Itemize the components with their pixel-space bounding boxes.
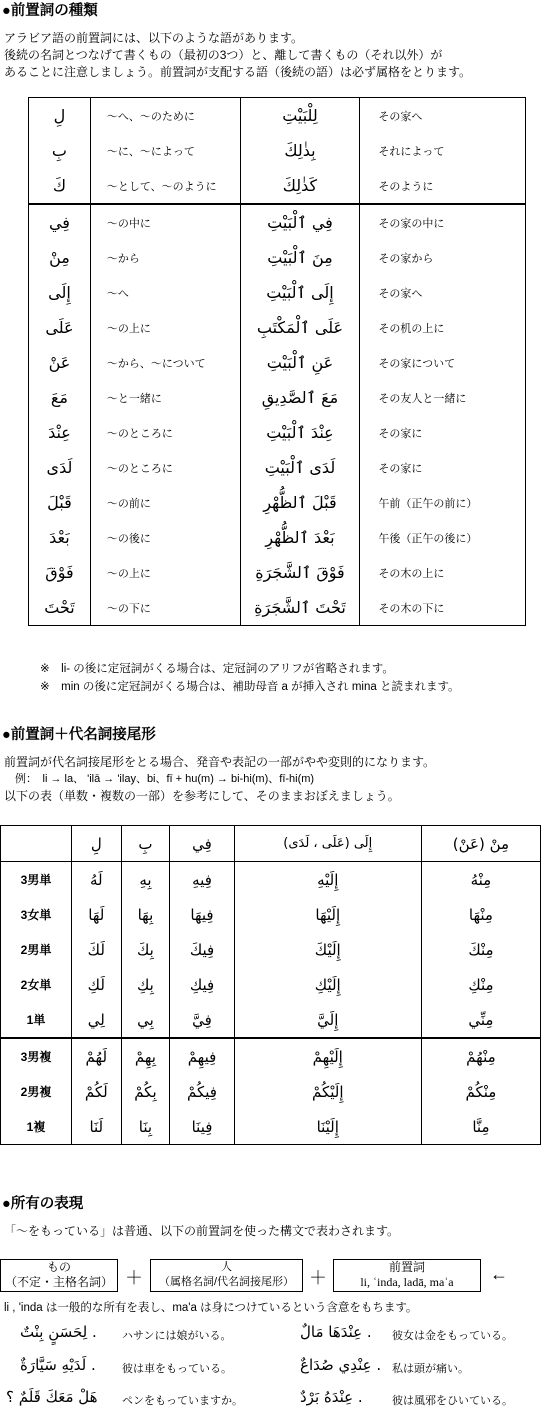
- suffix-example-line: 例： li → la、 'ilā → 'ilay、bi、fī + hu(m) → bi-hi(m)、fī-hi(m): [4, 773, 315, 785]
- example-arabic: . عِنْدَهُ بَرْدٌ: [300, 1388, 363, 1406]
- note-li: ※ li- の後に定冠詞がくる場合は、定冠詞のアリフが省略されます。: [40, 663, 394, 675]
- example-phrase: لِلْبَيْتِ: [240, 98, 360, 134]
- meaning: ～と一緒に: [90, 380, 240, 415]
- preposition: بِ: [29, 133, 91, 168]
- example-phrase: عَلَى ٱلْمَكْتَبِ: [240, 310, 360, 345]
- example-phrase: بِذٰلِكَ: [240, 133, 360, 168]
- translation: その家に: [360, 450, 526, 485]
- suffixed-form: بِكِ: [121, 967, 170, 1002]
- formula-box-thing-top: もの: [46, 1260, 71, 1274]
- suffixed-form: فِينَا: [170, 1109, 234, 1145]
- formula-box-preposition: [333, 1259, 481, 1292]
- suffixed-form: فِيكَ: [170, 932, 234, 967]
- example-phrase: تَحْتَ ٱلشَّجَرَةِ: [240, 590, 360, 626]
- row-label: 2男単: [1, 932, 72, 967]
- suffixed-form: إِلَيْهِمْ: [234, 1038, 421, 1074]
- suffixed-form: بِنَا: [121, 1109, 170, 1145]
- example-phrase: بَعْدَ ٱلظُّهْرِ: [240, 520, 360, 555]
- example-translation: ペンをもっていますか。: [122, 1395, 243, 1407]
- suffixed-form: لَهُ: [72, 862, 122, 898]
- suffixed-form: إِلَيَّ: [234, 1002, 421, 1038]
- translation: そのように: [360, 168, 526, 204]
- meaning: ～の下に: [90, 590, 240, 626]
- suffixed-form: مِنْكَ: [421, 932, 540, 967]
- row-label: 2女単: [1, 967, 72, 1002]
- suffixed-form: إِلَيْكِ: [234, 967, 421, 1002]
- meaning: ～のところに: [90, 415, 240, 450]
- translation: その友人と一緒に: [360, 380, 526, 415]
- example-translation: ハサンには娘がいる。: [122, 1330, 232, 1342]
- corner-cell: [1, 826, 72, 862]
- translation: その木の下に: [360, 590, 526, 626]
- example-arabic: . عِنْدَهَا مَالٌ: [300, 1323, 372, 1341]
- example-phrase: مَعَ ٱلصَّدِيقِ: [240, 380, 360, 415]
- suffixed-form: مِنْكُمْ: [421, 1074, 540, 1109]
- suffixed-form: مِنِّي: [421, 1002, 540, 1038]
- suffixed-form: فِيهَا: [170, 897, 234, 932]
- meaning: ～へ、～のために: [90, 98, 240, 134]
- translation: その机の上に: [360, 310, 526, 345]
- column-header-bi: بِ: [121, 826, 170, 862]
- preposition: عَنْ: [29, 345, 91, 380]
- preposition: إِلَى: [29, 275, 91, 310]
- formula-box-thing: [0, 1259, 118, 1292]
- example-phrase: لَدَى ٱلْبَيْتِ: [240, 450, 360, 485]
- example-phrase: إِلَى ٱلْبَيْتِ: [240, 275, 360, 310]
- suffixed-form: بِكَ: [121, 932, 170, 967]
- example-arabic: . لَدَيْهِ سَيَّارَةٌ: [20, 1356, 96, 1374]
- suffixed-form: لَهَا: [72, 897, 122, 932]
- translation: その家から: [360, 240, 526, 275]
- formula-box-person-top: 人: [221, 1261, 232, 1273]
- preposition: لَدَى: [29, 450, 91, 485]
- example-phrase: فِي ٱلْبَيْتِ: [240, 204, 360, 240]
- suffix-line-1: 前置詞が代名詞接尾形をとる場合、発音や表記の一部がやや変則的になります。: [4, 755, 436, 769]
- preposition-table: [28, 97, 526, 626]
- preposition: عَلَى: [29, 310, 91, 345]
- row-label: 1複: [1, 1109, 72, 1145]
- example-translation: 私は頭が痛い。: [392, 1363, 469, 1375]
- suffixed-form: لَكُمْ: [72, 1074, 122, 1109]
- section-heading-pronoun-suffix: ●前置詞＋代名詞接尾形: [2, 727, 156, 743]
- suffixed-form: فِيهِمْ: [170, 1038, 234, 1074]
- preposition: عِنْدَ: [29, 415, 91, 450]
- preposition: فَوْقَ: [29, 555, 91, 590]
- suffixed-form: إِلَيْهِ: [234, 862, 421, 898]
- suffixed-form: بِهِ: [121, 862, 170, 898]
- row-label: 2男複: [1, 1074, 72, 1109]
- intro-line-2: 後続の名詞とつなげて書くもの（最初の3つ）と、離して書くもの（それ以外）が: [4, 48, 443, 62]
- meaning: ～のところに: [90, 450, 240, 485]
- arrow-left-icon: ←: [490, 1264, 508, 1284]
- suffixed-form: بِهَا: [121, 897, 170, 932]
- suffixed-form: مِنْكِ: [421, 967, 540, 1002]
- example-arabic: . لِحَسَنٍ بِنْتٌ: [20, 1323, 97, 1341]
- meaning: ～へ: [90, 275, 240, 310]
- note-min: ※ min の後に定冠詞がくる場合は、補助母音 a が挿入され mina と読まれます。: [40, 681, 460, 693]
- suffixed-form: إِلَيْهَا: [234, 897, 421, 932]
- meaning: ～から: [90, 240, 240, 275]
- meaning: ～の前に: [90, 485, 240, 520]
- meaning: ～の中に: [90, 204, 240, 240]
- example-translation: 彼は車をもっている。: [122, 1363, 232, 1375]
- example-phrase: كَذٰلِكَ: [240, 168, 360, 204]
- meaning: ～の上に: [90, 310, 240, 345]
- translation: それによって: [360, 133, 526, 168]
- translation: その木の上に: [360, 555, 526, 590]
- plus-sign: ＋: [125, 1268, 143, 1288]
- suffixed-form: لَهُمْ: [72, 1038, 122, 1074]
- example-translation: 彼女は金をもっている。: [392, 1330, 513, 1342]
- preposition: مِنْ: [29, 240, 91, 275]
- preposition: مَعَ: [29, 380, 91, 415]
- suffixed-form: لَنَا: [72, 1109, 122, 1145]
- pronoun-suffix-table: [0, 825, 541, 1145]
- translation: その家へ: [360, 275, 526, 310]
- formula-box-thing-bottom: （不定・主格名詞）: [4, 1275, 113, 1289]
- preposition: فِي: [29, 204, 91, 240]
- translation: その家の中に: [360, 204, 526, 240]
- column-header-ila: إِلَى (عَلَى ، لَدَى): [234, 826, 421, 862]
- row-label: 3女単: [1, 897, 72, 932]
- column-header-li: لِ: [72, 826, 122, 862]
- translation: 午前（正午の前に）: [360, 485, 526, 520]
- translation: その家へ: [360, 98, 526, 134]
- example-arabic: هَلْ مَعَكَ قَلَمٌ ؟: [6, 1388, 98, 1406]
- suffixed-form: مِنْهُمْ: [421, 1038, 540, 1074]
- suffixed-form: بِهِمْ: [121, 1038, 170, 1074]
- meaning: ～に、～によって: [90, 133, 240, 168]
- suffixed-form: فِيهِ: [170, 862, 234, 898]
- meaning: ～から、～について: [90, 345, 240, 380]
- suffixed-form: بِكُمْ: [121, 1074, 170, 1109]
- row-label: 3男複: [1, 1038, 72, 1074]
- suffixed-form: فِيكُمْ: [170, 1074, 234, 1109]
- suffixed-form: فِيَّ: [170, 1002, 234, 1038]
- preposition: بَعْدَ: [29, 520, 91, 555]
- meaning: ～の後に: [90, 520, 240, 555]
- preposition: لِ: [29, 98, 91, 134]
- translation: 午後（正午の後に）: [360, 520, 526, 555]
- section-heading-prepositions: ●前置詞の種類: [2, 3, 98, 19]
- section-heading-possession: ●所有の表現: [2, 1196, 84, 1212]
- formula-box-person-bottom: （属格名詞/代名詞接尾形）: [158, 1276, 295, 1288]
- translation: その家に: [360, 415, 526, 450]
- possession-note: li , 'inda は一般的な所有を表し、ma'a は身につけているという含意をもちます。: [4, 1302, 418, 1314]
- column-header-min: مِنْ (عَنْ): [421, 826, 540, 862]
- suffixed-form: فِيكِ: [170, 967, 234, 1002]
- translation: その家について: [360, 345, 526, 380]
- intro-line-3: あることに注意しましょう。前置詞が支配する語（後続の語）は必ず属格をとります。: [4, 65, 472, 79]
- meaning: ～の上に: [90, 555, 240, 590]
- example-phrase: عِنْدَ ٱلْبَيْتِ: [240, 415, 360, 450]
- possession-line: 「～をもっている」は普通、以下の前置詞を使った構文で表わされます。: [4, 1224, 400, 1238]
- example-arabic: . عِنْدِي صُدَاعٌ: [300, 1356, 382, 1374]
- example-translation: 彼は風邪をひいている。: [392, 1395, 513, 1407]
- row-label: 1単: [1, 1002, 72, 1038]
- suffixed-form: مِنْهُ: [421, 862, 540, 898]
- intro-line-1: アラビア語の前置詞には、以下のような語があります。: [4, 31, 304, 45]
- preposition: تَحْتَ: [29, 590, 91, 626]
- formula-box-person: [150, 1259, 303, 1292]
- suffixed-form: إِلَيْكَ: [234, 932, 421, 967]
- suffixed-form: مِنْهَا: [421, 897, 540, 932]
- suffix-line-3: 以下の表（単数・複数の一部）を参考にして、そのままおぼえましょう。: [4, 789, 400, 803]
- example-phrase: فَوْقَ ٱلشَّجَرَةِ: [240, 555, 360, 590]
- preposition: قَبْلَ: [29, 485, 91, 520]
- row-label: 3男単: [1, 862, 72, 898]
- formula-box-preposition-bottom: li, ʿinda, ladā, maʿa: [360, 1275, 454, 1289]
- example-phrase: عَنِ ٱلْبَيْتِ: [240, 345, 360, 380]
- column-header-fi: فِي: [170, 826, 234, 862]
- preposition: كَ: [29, 168, 91, 204]
- suffixed-form: إِلَيْنَا: [234, 1109, 421, 1145]
- example-phrase: مِنَ ٱلْبَيْتِ: [240, 240, 360, 275]
- suffixed-form: لَكَ: [72, 932, 122, 967]
- meaning: ～として、～のように: [90, 168, 240, 204]
- example-phrase: قَبْلَ ٱلظُّهْرِ: [240, 485, 360, 520]
- formula-box-preposition-top: 前置詞: [388, 1260, 425, 1274]
- plus-sign: ＋: [309, 1268, 327, 1288]
- suffixed-form: بِي: [121, 1002, 170, 1038]
- suffixed-form: إِلَيْكُمْ: [234, 1074, 421, 1109]
- suffixed-form: لِي: [72, 1002, 122, 1038]
- suffixed-form: لَكِ: [72, 967, 122, 1002]
- suffixed-form: مِنَّا: [421, 1109, 540, 1145]
